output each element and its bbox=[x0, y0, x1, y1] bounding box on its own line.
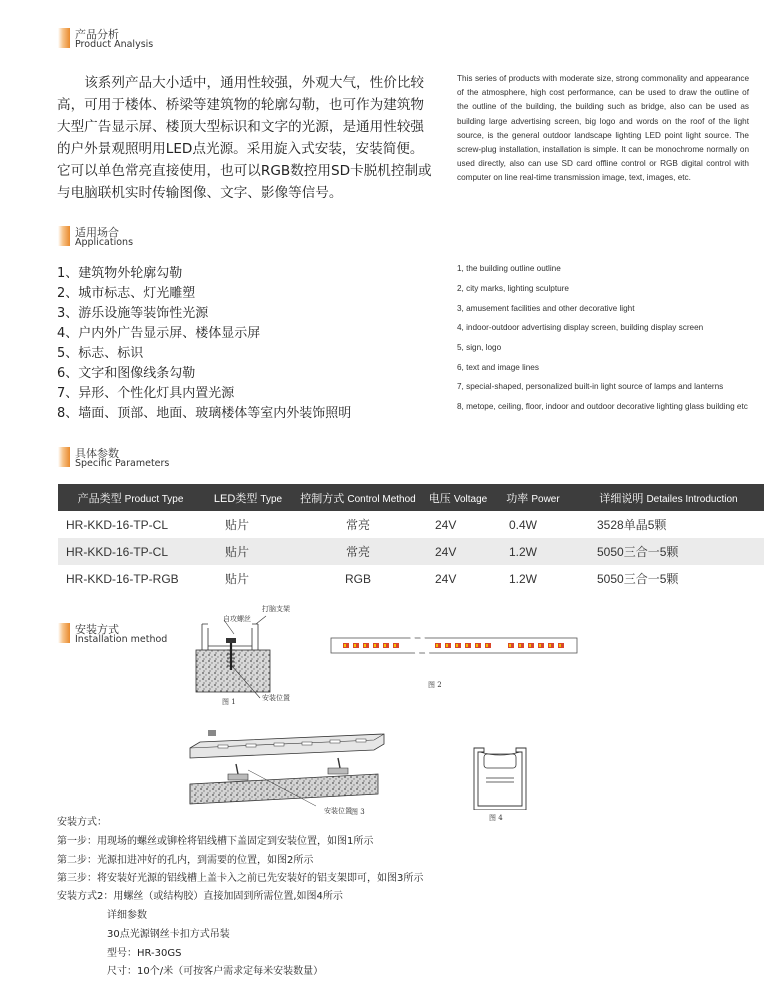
application-item-cn: 3、游乐设施等装饰性光源 bbox=[57, 306, 209, 321]
application-item-en: 4, indoor-outdoor advertising display screen, building display screen bbox=[457, 323, 704, 332]
application-item-cn: 6、文字和图像线条勾勒 bbox=[57, 366, 196, 381]
section-marker bbox=[58, 447, 70, 467]
section-title-cn: 安装方式 bbox=[75, 623, 119, 636]
column-header bbox=[203, 484, 293, 511]
install-step: 第三步：将安装好光源的铝线槽上盖卡入之前已先安装好的铝支架即可，如图3所示 bbox=[57, 873, 424, 884]
figure-3-position-label: 安装位置 bbox=[324, 807, 352, 815]
details-item: 30点光源钢丝卡扣方式吊装 bbox=[107, 929, 230, 940]
table-cell: 1.2W bbox=[493, 538, 573, 565]
table-cell: 5050三合一5颗 bbox=[573, 565, 764, 592]
section-title-cn: 具体参数 bbox=[75, 447, 119, 460]
figure-1-caption: 图 1 bbox=[222, 698, 236, 706]
parameters-table bbox=[58, 484, 764, 592]
table-row bbox=[58, 565, 764, 592]
table-cell: 1.2W bbox=[493, 565, 573, 592]
table-cell: 24V bbox=[423, 565, 493, 592]
table-cell: RGB bbox=[293, 565, 423, 592]
install-step: 第一步：用现场的螺丝或铆栓将铝线槽下盖固定到安装位置，如图1所示 bbox=[57, 836, 374, 847]
figure-2-drawing bbox=[330, 636, 578, 656]
figure-4-caption: 图 4 bbox=[489, 814, 503, 822]
section-title-en: Specific Parameters bbox=[75, 458, 170, 469]
section-title-cn: 产品分析 bbox=[75, 28, 119, 41]
figure-2-caption: 图 2 bbox=[428, 681, 442, 689]
application-item-cn: 1、建筑物外轮廓勾勒 bbox=[57, 266, 183, 281]
header-en: Voltage bbox=[453, 493, 488, 505]
column-header bbox=[423, 484, 493, 511]
section-title-en: Product Analysis bbox=[75, 39, 154, 50]
application-item-en: 8, metope, ceiling, floor, indoor and outdoor decorative lighting glass building etc bbox=[457, 402, 748, 411]
application-item-en: 2, city marks, lighting sculpture bbox=[457, 284, 569, 293]
figure-1-position-label: 安装位置 bbox=[262, 694, 290, 702]
header-cn: 产品类型 bbox=[77, 492, 122, 505]
application-item-en: 1, the building outline outline bbox=[457, 264, 561, 273]
install-step: 第二步：光源扣进冲好的孔内，到需要的位置，如图2所示 bbox=[57, 855, 314, 866]
application-item-cn: 5、标志、标识 bbox=[57, 346, 144, 361]
figure-1-bracket-label: 打脑支架 bbox=[262, 605, 290, 613]
column-header bbox=[58, 484, 203, 511]
table-cell: HR-KKD-16-TP-CL bbox=[58, 538, 203, 565]
column-header bbox=[493, 484, 573, 511]
table-cell: HR-KKD-16-TP-RGB bbox=[58, 565, 203, 592]
header-cn: 电压 bbox=[428, 492, 451, 505]
section-title-en: Applications bbox=[75, 237, 134, 248]
application-item-en: 7, special-shaped, personalized built-in light source of lamps and lanterns bbox=[457, 382, 724, 391]
application-item-en: 5, sign, logo bbox=[457, 343, 502, 352]
table-cell: 24V bbox=[423, 538, 493, 565]
section-title-cn: 适用场合 bbox=[75, 226, 119, 239]
header-cn: 功率 bbox=[506, 492, 529, 505]
table-header-row bbox=[58, 484, 764, 511]
section-title-en: Installation method bbox=[75, 634, 168, 645]
application-item-cn: 8、墙面、顶部、地面、玻璃楼体等室内外装饰照明 bbox=[57, 406, 352, 421]
section-marker bbox=[58, 623, 70, 643]
column-header bbox=[573, 484, 764, 511]
header-en: Control Method bbox=[347, 493, 416, 505]
table-cell: 常亮 bbox=[293, 511, 423, 538]
header-en: Type bbox=[260, 493, 283, 505]
figure-3-caption: 图 3 bbox=[351, 808, 365, 816]
table-row bbox=[58, 538, 764, 565]
header-cn: 控制方式 bbox=[300, 492, 345, 505]
header-en: Product Type bbox=[124, 493, 184, 505]
column-header bbox=[293, 484, 423, 511]
table-cell: HR-KKD-16-TP-CL bbox=[58, 511, 203, 538]
intro-en-paragraph: This series of products with moderate size, strong commonality and appearance of the atmosphere, high cost performance, can be used to draw the outline of the outline of the building, the building such as bridge, also can be used as building large advertising screen, big logo and words on the roof of the light source, is the general outdoor landscape lighting LED point light source. The screw-plug installation, installation is simple. It can be monochrome normally on used directly, also can use SD card offline control or RGB digital control with computer on line real-time transmission image, text, images, etc. bbox=[457, 74, 749, 183]
application-item-en: 3, amusement facilities and other decorative light bbox=[457, 304, 635, 313]
header-cn: LED类型 bbox=[213, 492, 258, 505]
header-cn: 详细说明 bbox=[599, 492, 644, 505]
table-row bbox=[58, 511, 764, 538]
install-steps-title: 安装方式： bbox=[57, 817, 107, 828]
details-item: 尺寸：10个/米（可按客户需求定每米安装数量） bbox=[107, 966, 324, 977]
figure-1-screw-label: 自攻螺丝 bbox=[223, 615, 251, 623]
application-item-cn: 7、异形、个性化灯具内置光源 bbox=[57, 386, 235, 401]
table-cell: 24V bbox=[423, 511, 493, 538]
section-marker bbox=[58, 28, 70, 48]
details-title: 详细参数 bbox=[107, 910, 147, 921]
install-step: 安装方式2：用螺丝（或结构胶）直接加固到所需位置,如图4所示 bbox=[57, 891, 343, 902]
table-cell: 常亮 bbox=[293, 538, 423, 565]
table-cell: 0.4W bbox=[493, 511, 573, 538]
table-cell: 贴片 bbox=[203, 511, 293, 538]
header-en: Power bbox=[531, 493, 560, 505]
intro-cn-paragraph: 该系列产品大小适中，通用性较强，外观大气，性价比较高，可用于楼体、桥梁等建筑物的轮廓勾勒，也可作为建筑物大型广告显示屏、楼顶大型标识和文字的光源，是通用性较强的户外景观照明用LED点光源。采用旋入式安装，安装简便。它可以单色常亮直接使用，也可以RGB数控用SD卡脱机控制或与电脑联机实时传输图像、文字、影像等信号。 bbox=[57, 75, 432, 201]
section-marker bbox=[58, 226, 70, 246]
table-cell: 5050三合一5颗 bbox=[573, 538, 764, 565]
application-item-en: 6, text and image lines bbox=[457, 363, 539, 372]
details-item: 型号：HR-30GS bbox=[107, 948, 182, 959]
application-item-cn: 2、城市标志、灯光雕塑 bbox=[57, 286, 196, 301]
table-cell: 贴片 bbox=[203, 538, 293, 565]
figure-4-drawing bbox=[470, 744, 530, 810]
table-cell: 贴片 bbox=[203, 565, 293, 592]
application-item-cn: 4、户内外广告显示屏、楼体显示屏 bbox=[57, 326, 261, 341]
header-en: Detailes Introduction bbox=[646, 493, 738, 505]
table-cell: 3528单晶5颗 bbox=[573, 511, 764, 538]
